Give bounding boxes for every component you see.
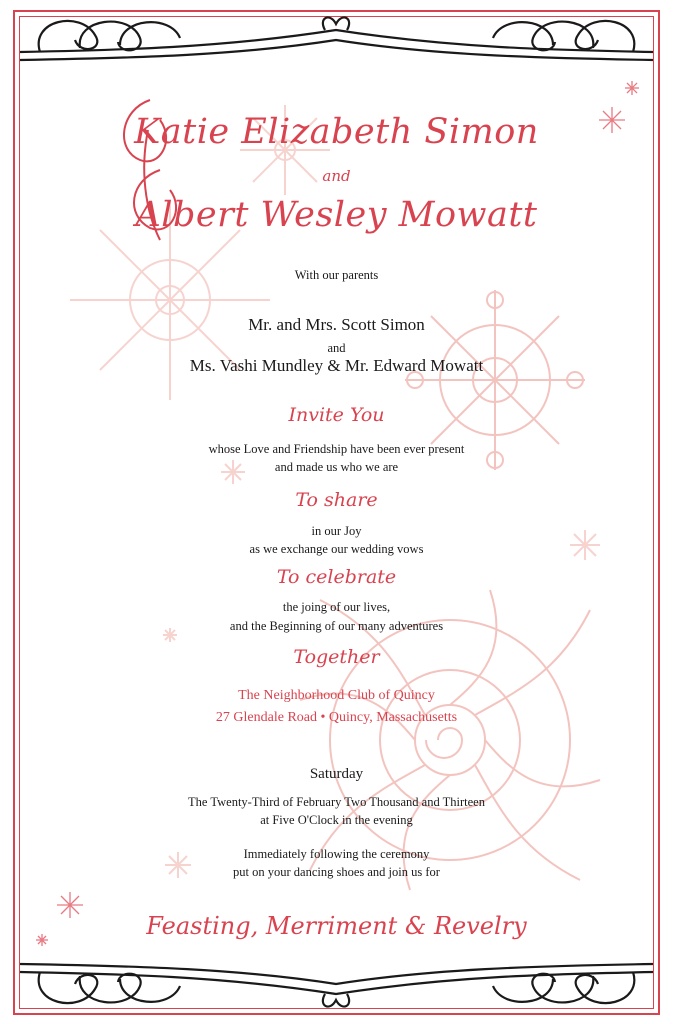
venue-address: 27 Glendale Road • Quincy, Massachusetts: [215, 710, 458, 725]
flourish-top: [20, 17, 653, 60]
share-line-2: as we exchange our wedding vows: [249, 542, 424, 556]
flourish-bottom: [20, 964, 653, 1007]
event-time: at Five O'Clock in the evening: [260, 813, 413, 827]
invite-line-2: and made us who we are: [274, 460, 399, 474]
closing-feasting: Feasting, Merriment & Revelry: [146, 912, 527, 940]
parents-line-1: Mr. and Mrs. Scott Simon: [248, 315, 425, 334]
event-date: The Twenty-Third of February Two Thousand and Thirteen: [188, 795, 485, 809]
bride-name: Katie Elizabeth Simon: [134, 112, 539, 152]
celebrate-heading: To celebrate: [276, 566, 397, 588]
parents-conjunction: and: [327, 341, 346, 355]
invite-heading: Invite You: [288, 404, 385, 426]
invite-line-1: whose Love and Friendship have been ever present: [208, 442, 465, 456]
parents-intro: With our parents: [294, 268, 379, 282]
share-line-1: in our Joy: [311, 524, 362, 538]
reception-line-2: put on your dancing shoes and join us for: [233, 865, 440, 879]
share-heading: To share: [295, 489, 378, 511]
groom-name: Albert Wesley Mowatt: [135, 195, 538, 235]
names-conjunction: and: [322, 167, 351, 185]
reception-line-1: Immediately following the ceremony: [243, 847, 430, 861]
venue-name: The Neighborhood Club of Quincy: [238, 688, 435, 703]
celebrate-line-1: the joing of our lives,: [282, 600, 391, 614]
together-heading: Together: [293, 646, 380, 668]
celebrate-line-2: and the Beginning of our many adventures: [229, 619, 444, 633]
event-day: Saturday: [309, 766, 364, 782]
parents-line-2: Ms. Vashi Mundley & Mr. Edward Mowatt: [189, 356, 484, 375]
